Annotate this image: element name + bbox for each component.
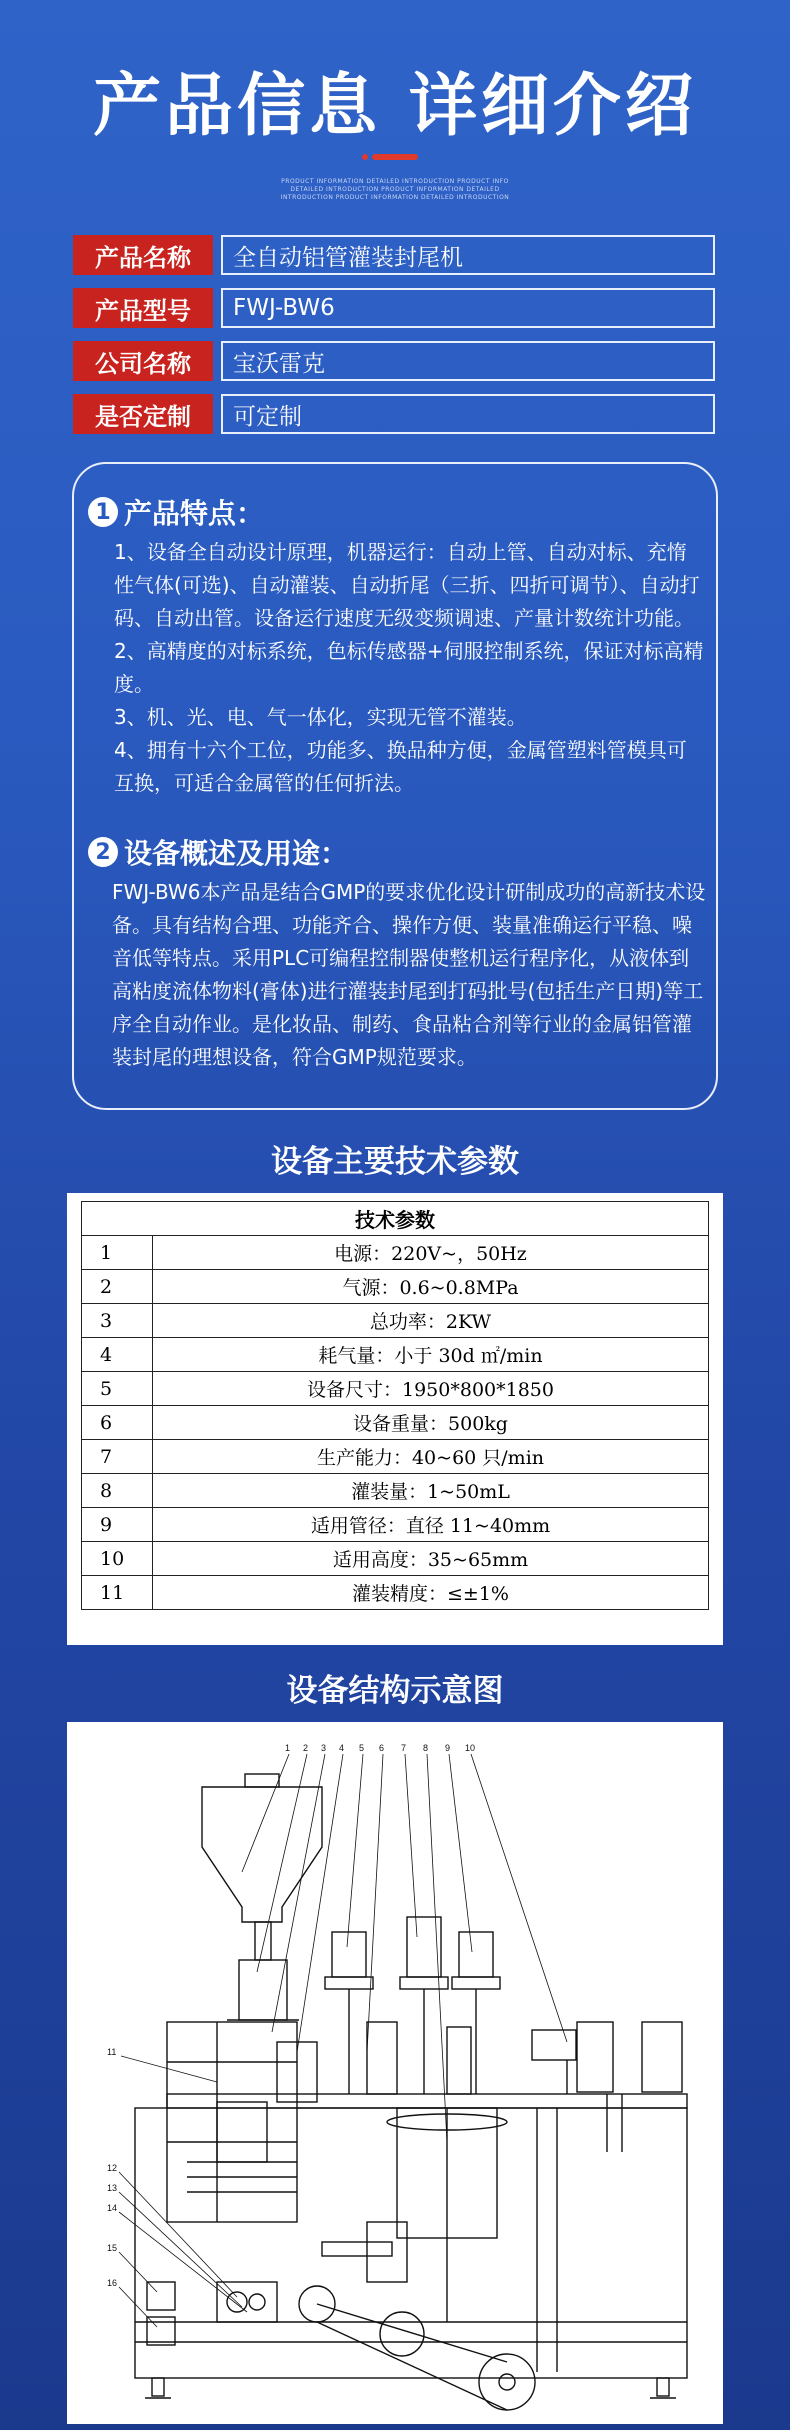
callout-label: 14 [107, 2203, 118, 2213]
param-row [82, 1270, 709, 1304]
param-row [82, 1304, 709, 1338]
params-table [81, 1201, 709, 1610]
info-row-model [73, 288, 715, 328]
param-value: 设备重量：500kg [153, 1406, 709, 1440]
param-row [82, 1236, 709, 1270]
callout-label: 4 [339, 1743, 345, 1753]
info-label: 产品型号 [73, 288, 213, 328]
overview-heading-text: 设备概述及用途： [124, 837, 349, 870]
param-value: 适用管径：直径 11~40mm [153, 1508, 709, 1542]
callout-label: 16 [107, 2278, 118, 2288]
features-heading [88, 492, 264, 532]
param-row [82, 1508, 709, 1542]
param-row [82, 1474, 709, 1508]
param-row [82, 1406, 709, 1440]
params-table-panel [67, 1193, 723, 1645]
callout-label: 15 [107, 2243, 118, 2253]
info-label: 公司名称 [73, 341, 213, 381]
overview-text: FWJ-BW6本产品是结合GMP的要求优化设计研制成功的高新技术设备。具有结构合理、功能齐合、操作方便、装量准确运行平稳、噪音低等特点。采用PLC可编程控制器使整机运行程序化，从液体到高粘度流体物料(膏体)进行灌装封尾到打码批号(包括生产日期)等工序全自动作业。是化妆品、制药、食品粘合剂等行业的金属铝管灌装封尾的理想设备，符合GMP规范要求。 [112, 880, 706, 1069]
subtitle-line: PRODUCT INFORMATION DETAILED INTRODUCTION PRODUCT INFO [281, 178, 509, 185]
param-index: 3 [82, 1304, 153, 1338]
info-label: 是否定制 [73, 394, 213, 434]
diagram-section-title: 设备结构示意图 [286, 1673, 504, 1709]
params-section-title: 设备主要技术参数 [271, 1144, 519, 1180]
features-heading-text: 产品特点： [124, 497, 265, 530]
param-value: 耗气量：小于 30d ㎡/min [153, 1338, 709, 1372]
param-value: 电源：220V~，50Hz [153, 1236, 709, 1270]
callout-label: 6 [379, 1743, 385, 1753]
features-list [114, 536, 706, 800]
number-two-icon: 2 [88, 837, 118, 867]
callout-label: 12 [107, 2163, 118, 2173]
param-value: 生产能力：40~60 只/min [153, 1440, 709, 1474]
title-accent-dash [372, 154, 418, 160]
param-index: 2 [82, 1270, 153, 1304]
param-row [82, 1542, 709, 1576]
callout-label: 13 [107, 2183, 118, 2193]
param-value: 适用高度：35~65mm [153, 1542, 709, 1576]
param-row [82, 1440, 709, 1474]
param-index: 10 [82, 1542, 153, 1576]
callout-label: 5 [359, 1743, 365, 1753]
feature-item: 1、设备全自动设计原理，机器运行：自动上管、自动对标、充惰性气体(可选)、自动灌装、自动折尾（三折、四折可调节）、自动打码、自动出管。设备运行速度无级变频调速、产量计数统计功能。 [114, 540, 700, 630]
callout-label: 10 [465, 1743, 476, 1753]
param-value: 气源：0.6~0.8MPa [153, 1270, 709, 1304]
param-index: 4 [82, 1338, 153, 1372]
param-index: 6 [82, 1406, 153, 1440]
info-value: 宝沃雷克 [221, 341, 715, 381]
param-row [82, 1372, 709, 1406]
diagram-panel [67, 1722, 723, 2424]
info-label: 产品名称 [73, 235, 213, 275]
callout-label: 1 [285, 1743, 291, 1753]
param-value: 灌装量：1~50mL [153, 1474, 709, 1508]
feature-item: 2、高精度的对标系统，色标传感器+伺服控制系统，保证对标高精度。 [114, 639, 704, 696]
subtitle-line: INTRODUCTION PRODUCT INFORMATION DETAILED INTRODUCTION [280, 194, 510, 201]
param-index: 5 [82, 1372, 153, 1406]
number-one-icon: 1 [88, 497, 118, 527]
param-index: 7 [82, 1440, 153, 1474]
info-row-name [73, 235, 715, 275]
param-index: 8 [82, 1474, 153, 1508]
param-index: 9 [82, 1508, 153, 1542]
feature-box [72, 462, 718, 1110]
page-title: 产品信息 详细介绍 [93, 67, 697, 146]
param-value: 灌装精度：≤±1% [153, 1576, 709, 1610]
param-row [82, 1338, 709, 1372]
info-row-custom [73, 394, 715, 434]
title-subtitle [220, 178, 570, 202]
param-index: 11 [82, 1576, 153, 1610]
params-table-header: 技术参数 [82, 1202, 709, 1236]
feature-item: 4、拥有十六个工位，功能多、换品种方便，金属管塑料管模具可互换，可适合金属管的任何折法。 [114, 738, 687, 795]
machine-structure-diagram [67, 1722, 723, 2424]
param-index: 1 [82, 1236, 153, 1270]
info-value: 可定制 [221, 394, 715, 434]
info-row-company [73, 341, 715, 381]
feature-item: 3、机、光、电、气一体化，实现无管不灌装。 [114, 705, 527, 729]
callout-label: 8 [423, 1743, 429, 1753]
info-value: FWJ-BW6 [221, 288, 715, 328]
callout-label: 2 [303, 1743, 309, 1753]
param-value: 总功率：2KW [153, 1304, 709, 1338]
callout-label: 7 [401, 1743, 407, 1753]
subtitle-line: DETAILED INTRODUCTION PRODUCT INFORMATION DETAILED [290, 186, 500, 193]
info-value: 全自动铝管灌装封尾机 [221, 235, 715, 275]
param-row [82, 1576, 709, 1610]
overview-heading [88, 832, 348, 872]
param-value: 设备尺寸：1950*800*1850 [153, 1372, 709, 1406]
callout-label: 3 [321, 1743, 327, 1753]
callout-label: 9 [445, 1743, 451, 1753]
callout-label: 11 [107, 2047, 117, 2057]
